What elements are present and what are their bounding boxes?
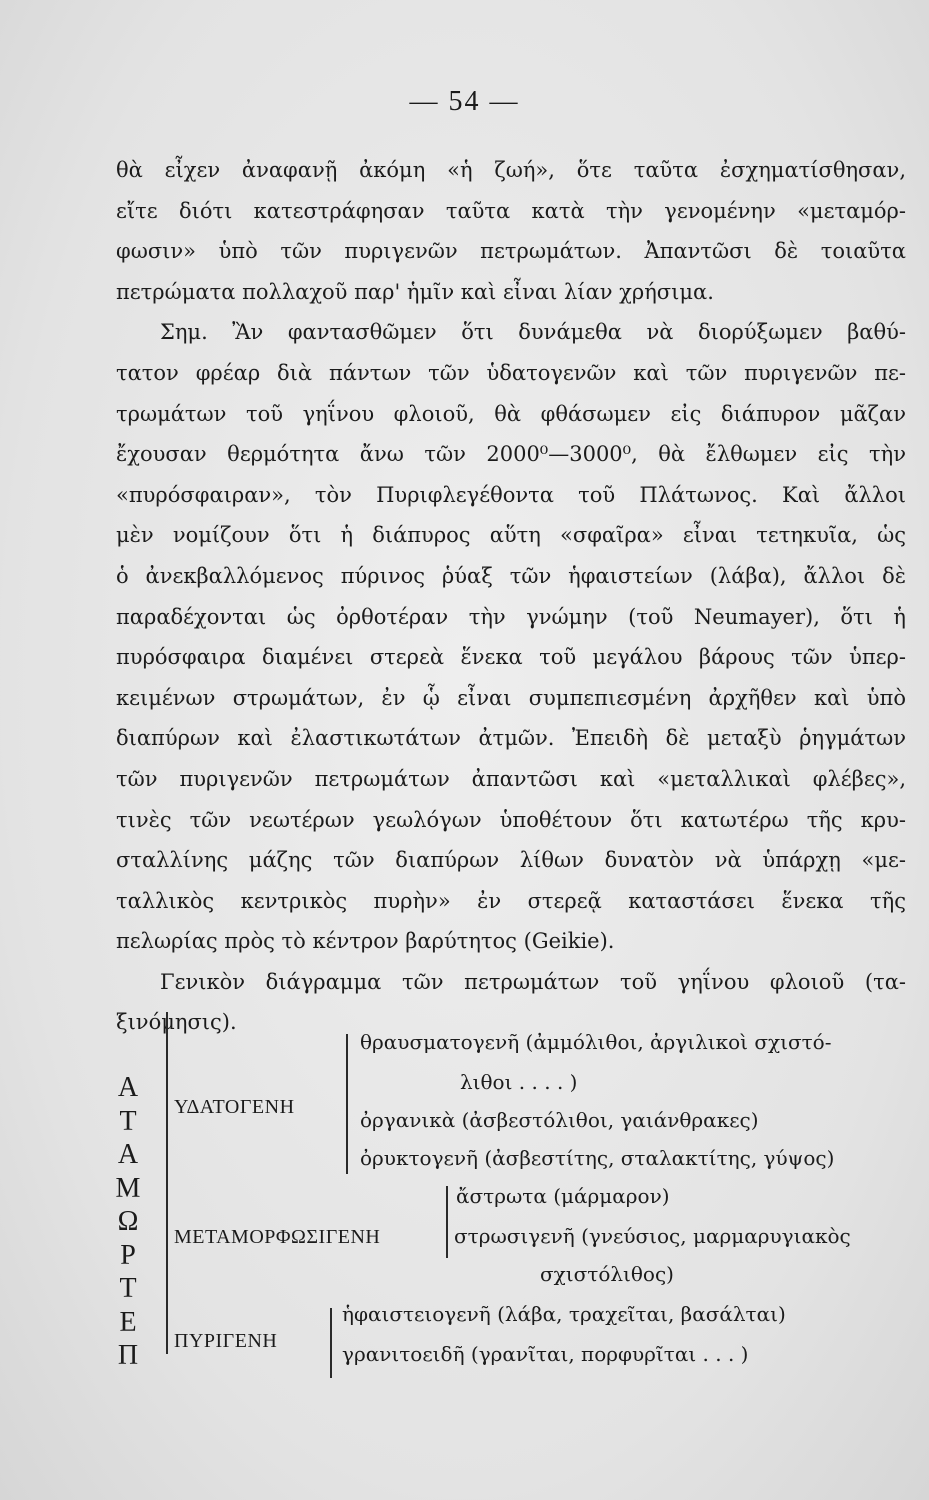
rock-classification-table — [108, 1012, 918, 1392]
vertical-letter: Ε — [119, 1306, 137, 1338]
category-label: ΥΔΑΤΟΓΕΝΗ — [174, 1096, 295, 1118]
vertical-letter: Τ — [119, 1273, 137, 1304]
category-item: γρανιτοειδῆ (γρανῖται, πορφυρῖται . . . ) — [342, 1342, 749, 1366]
text-line: παραδέχονται ὡς ὀρθοτέραν τὴν γνώμην (τοῦ Neumayer), ὅτι ἡ — [116, 604, 906, 629]
category-brace — [346, 1034, 348, 1174]
category-brace — [330, 1308, 332, 1378]
category-item: ὀρυκτογενῆ (ἀσβεστίτης, σταλακτίτης, γύψος) — [360, 1146, 835, 1170]
vertical-letter: Μ — [115, 1172, 141, 1204]
main-brace — [166, 1012, 168, 1354]
vertical-letter: Ρ — [120, 1239, 136, 1271]
text-line: Γενικὸν διάγραμμα τῶν πετρωμάτων τοῦ γηΐνου φλοιοῦ (τα- — [160, 969, 906, 994]
text-line: φωσιν» ὑπὸ τῶν πυριγενῶν πετρωμάτων. Ἀπαντῶσι δὲ τοιαῦτα — [116, 239, 906, 264]
text-line: τατον φρέαρ διὰ πάντων τῶν ὑδατογενῶν καὶ τῶν πυριγενῶν πε- — [116, 360, 906, 385]
text-line: πελωρίας πρὸς τὸ κέντρον βαρύτητος (Geikie). — [116, 929, 615, 954]
text-line: πυρόσφαιρα διαμένει στερεὰ ἕνεκα τοῦ μεγάλου βάρους τῶν ὑπερ- — [116, 645, 906, 670]
vertical-letter: Τ — [119, 1105, 137, 1137]
category-item: θραυσματογενῆ (ἀμμόλιθοι, ἀργιλικοὶ σχιστό- — [360, 1030, 832, 1054]
vertical-heading — [108, 1072, 148, 1372]
text-line: ὁ ἀνεκβαλλόμενος πύρινος ῥύαξ τῶν ἡφαιστείων (λάβα), ἄλλοι δὲ — [116, 563, 906, 588]
text-line: σταλλίνης μάζης τῶν διαπύρων λίθων δυνατὸν νὰ ὑπάρχῃ «με- — [116, 848, 906, 873]
category-label: ΜΕΤΑΜΟΡΦΩΣΙΓΕΝΗ — [174, 1226, 381, 1248]
text-line: Σημ. Ἂν φαντασθῶμεν ὅτι δυνάμεθα νὰ διορύξωμεν βαθύ- — [160, 320, 906, 345]
text-line: εἴτε διότι κατεστράφησαν ταῦτα κατὰ τὴν γενομένην «μεταμόρ- — [116, 198, 906, 223]
text-line: τινὲς τῶν νεωτέρων γεωλόγων ὑποθέτουν ὅτι κατωτέρω τῆς κρυ- — [116, 807, 906, 832]
text-line: ταλλικὸς κεντρικὸς πυρὴν» ἐν στερεᾷ καταστάσει ἕνεκα τῆς — [116, 888, 906, 913]
text-line: ἔχουσαν θερμότητα ἄνω τῶν 2000⁰—3000⁰, θὰ ἔλθωμεν εἰς τὴν — [116, 442, 906, 467]
category-item: ὀργανικὰ (ἀσβεστόλιθοι, γαιάνθρακες) — [360, 1108, 759, 1132]
category-item: λιθοι . . . . ) — [460, 1070, 578, 1094]
vertical-letter: Ω — [117, 1206, 139, 1237]
text-line: τῶν πυριγενῶν πετρωμάτων ἀπαντῶσι καὶ «μεταλλικαὶ φλέβες», — [116, 766, 906, 791]
category-brace — [446, 1186, 448, 1258]
text-line: μὲν νομίζουν ὅτι ἡ διάπυρος αὕτη «σφαῖρα» εἶναι τετηκυῖα, ὡς — [116, 523, 906, 548]
text-line: θὰ εἶχεν ἀναφανῇ ἀκόμη «ἡ ζωή», ὅτε ταῦτα ἐσχηματίσθησαν, — [116, 158, 906, 182]
category-item: ἡφαιστειογενῆ (λάβα, τραχεῖται, βασάλται) — [342, 1302, 786, 1326]
page-number: — 54 — — [409, 86, 520, 117]
text-line: πετρώματα πολλαχοῦ παρ' ἡμῖν καὶ εἶναι λίαν χρήσιμα. — [116, 279, 714, 304]
category-item: σχιστόλιθος) — [540, 1262, 674, 1286]
text-line: διαπύρων καὶ ἐλαστικωτάτων ἀτμῶν. Ἐπειδὴ δὲ μεταξὺ ῥηγμάτων — [116, 726, 906, 751]
vertical-letter: Α — [117, 1139, 139, 1170]
vertical-letter: Π — [117, 1340, 139, 1371]
text-line: ξινόμησις). — [116, 1010, 237, 1035]
text-line: «πυρόσφαιραν», τὸν Πυριφλεγέθοντα τοῦ Πλάτωνος. Καὶ ἄλλοι — [116, 482, 906, 507]
vertical-letter: Α — [117, 1072, 139, 1103]
category-label: ΠΥΡΙΓΕΝΗ — [174, 1330, 278, 1352]
text-line: τρωμάτων τοῦ γηΐνου φλοιοῦ, θὰ φθάσωμεν εἰς διάπυρον μᾶζαν — [116, 401, 906, 426]
body-text — [116, 150, 906, 1043]
text-line: κειμένων στρωμάτων, ἐν ᾧ εἶναι συμπεπιεσμένη ἀρχῆθεν καὶ ὑπὸ — [116, 685, 906, 710]
category-item: στρωσιγενῆ (γνεύσιος, μαρμαρυγιακὸς — [454, 1224, 851, 1248]
category-item: ἄστρωτα (μάρμαρον) — [456, 1184, 670, 1208]
